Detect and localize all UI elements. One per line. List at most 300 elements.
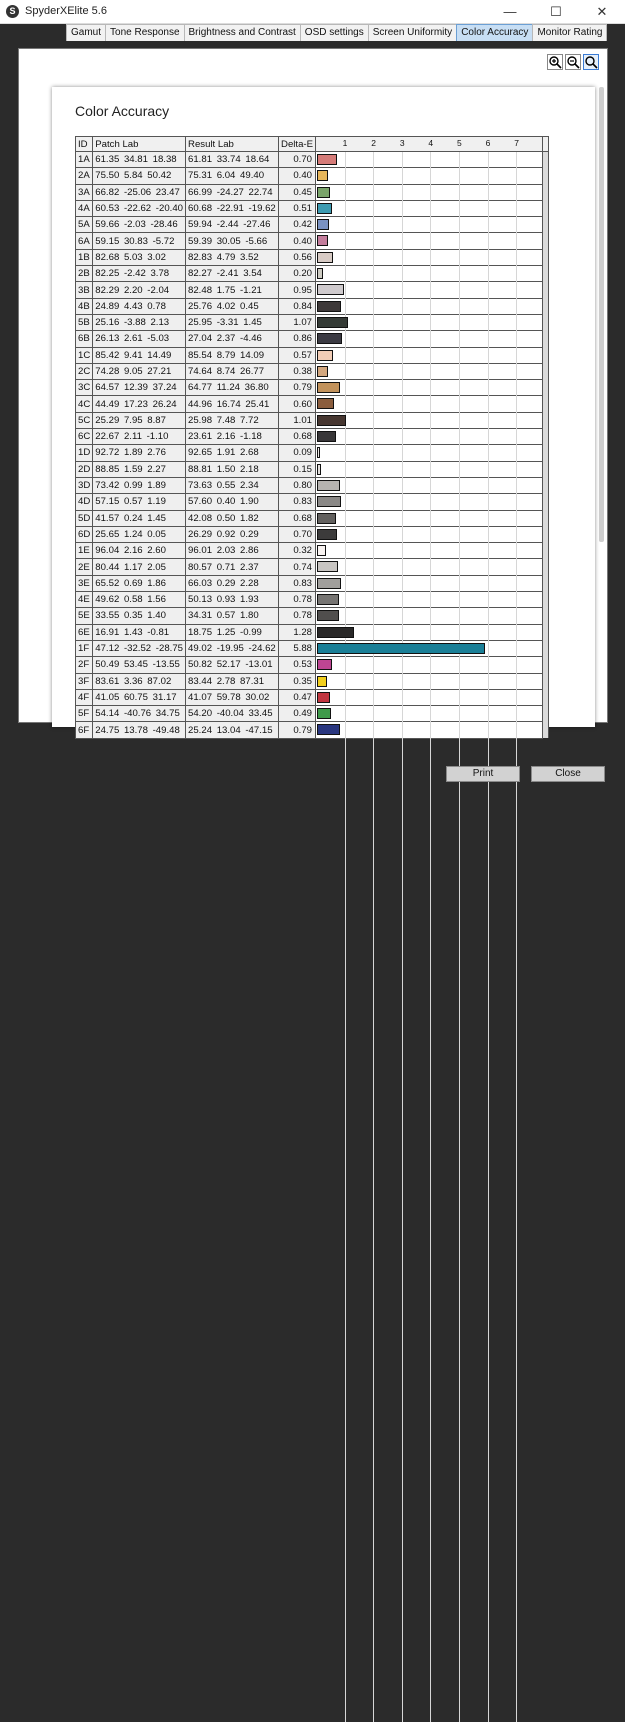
table-row xyxy=(76,380,549,396)
delta-e-cell: 0.49 xyxy=(279,706,316,722)
delta-e-bar-cell xyxy=(316,152,543,168)
delta-e-bar xyxy=(317,415,346,426)
delta-e-bar-cell xyxy=(316,689,543,705)
patch-id-cell: 5C xyxy=(76,412,93,428)
table-row xyxy=(76,494,549,510)
delta-e-bar-cell xyxy=(316,722,543,738)
patch-id-cell: 6A xyxy=(76,233,93,249)
delta-e-bar xyxy=(317,235,328,246)
table-row xyxy=(76,184,549,200)
table-row xyxy=(76,298,549,314)
patch-lab-cell: 33.55 0.35 1.40 xyxy=(93,608,186,624)
table-row xyxy=(76,200,549,216)
delta-e-bar-cell xyxy=(316,657,543,673)
delta-e-cell: 0.60 xyxy=(279,396,316,412)
minimize-button[interactable]: — xyxy=(503,4,517,19)
patch-id-cell: 6F xyxy=(76,722,93,738)
result-lab-cell: 25.76 4.02 0.45 xyxy=(186,298,279,314)
result-lab-cell: 92.65 1.91 2.68 xyxy=(186,445,279,461)
title-bar xyxy=(0,0,625,24)
delta-e-cell: 0.74 xyxy=(279,559,316,575)
delta-e-bar-cell xyxy=(316,412,543,428)
grid-line xyxy=(488,722,489,1722)
delta-e-bar xyxy=(317,350,333,361)
table-shadow xyxy=(543,640,549,656)
grid-line xyxy=(345,722,346,1722)
patch-id-cell: 4C xyxy=(76,396,93,412)
patch-lab-cell: 73.42 0.99 1.89 xyxy=(93,477,186,493)
table-row xyxy=(76,608,549,624)
table-row xyxy=(76,445,549,461)
delta-e-bar xyxy=(317,496,341,507)
patch-id-cell: 1F xyxy=(76,640,93,656)
table-row xyxy=(76,526,549,542)
result-lab-cell: 54.20 -40.04 33.45 xyxy=(186,706,279,722)
col-header-patch-lab: Patch Lab xyxy=(93,137,186,152)
table-row xyxy=(76,331,549,347)
table-row xyxy=(76,168,549,184)
table-row xyxy=(76,347,549,363)
tab-gamut[interactable]: Gamut xyxy=(66,24,106,41)
delta-e-cell: 0.86 xyxy=(279,331,316,347)
delta-e-cell: 1.28 xyxy=(279,624,316,640)
delta-e-cell: 0.45 xyxy=(279,184,316,200)
delta-e-cell: 0.09 xyxy=(279,445,316,461)
patch-id-cell: 1D xyxy=(76,445,93,461)
table-shadow xyxy=(543,412,549,428)
delta-e-cell: 0.56 xyxy=(279,249,316,265)
result-lab-cell: 85.54 8.79 14.09 xyxy=(186,347,279,363)
result-lab-cell: 25.24 13.04 -47.15 xyxy=(186,722,279,738)
patch-id-cell: 6C xyxy=(76,429,93,445)
table-row xyxy=(76,477,549,493)
delta-e-bar-cell xyxy=(316,526,543,542)
table-shadow xyxy=(543,624,549,640)
result-lab-cell: 75.31 6.04 49.40 xyxy=(186,168,279,184)
delta-e-bar xyxy=(317,545,326,556)
patch-lab-cell: 82.68 5.03 3.02 xyxy=(93,249,186,265)
table-shadow xyxy=(543,689,549,705)
result-lab-cell: 73.63 0.55 2.34 xyxy=(186,477,279,493)
delta-e-bar-cell xyxy=(316,429,543,445)
delta-e-bar-cell xyxy=(316,673,543,689)
result-lab-cell: 82.27 -2.41 3.54 xyxy=(186,266,279,282)
table-row xyxy=(76,461,549,477)
scale-tick-label: 2 xyxy=(371,138,376,148)
delta-e-bar xyxy=(317,203,332,214)
table-shadow xyxy=(543,510,549,526)
delta-e-bar-cell xyxy=(316,477,543,493)
patch-id-cell: 3A xyxy=(76,184,93,200)
delta-e-cell: 0.78 xyxy=(279,592,316,608)
delta-e-cell: 0.80 xyxy=(279,477,316,493)
result-lab-cell: 80.57 0.71 2.37 xyxy=(186,559,279,575)
delta-e-bar-cell xyxy=(316,592,543,608)
table-header-row xyxy=(76,137,549,152)
scale-tick-label: 1 xyxy=(342,138,348,148)
report-page xyxy=(52,87,595,736)
patch-id-cell: 3E xyxy=(76,575,93,591)
delta-e-bar-cell xyxy=(316,168,543,184)
delta-e-bar xyxy=(317,692,330,703)
table-row xyxy=(76,706,549,722)
close-window-button[interactable]: ✕ xyxy=(596,4,608,19)
table-row xyxy=(76,689,549,705)
patch-id-cell: 1E xyxy=(76,543,93,559)
delta-e-bar-cell xyxy=(316,217,543,233)
table-row xyxy=(76,233,549,249)
delta-e-bar xyxy=(317,610,339,621)
patch-id-cell: 2D xyxy=(76,461,93,477)
table-row xyxy=(76,363,549,379)
table-shadow xyxy=(543,575,549,591)
delta-e-bar-cell xyxy=(316,233,543,249)
result-lab-cell: 66.99 -24.27 22.74 xyxy=(186,184,279,200)
print-button[interactable]: Print xyxy=(446,766,520,782)
patch-id-cell: 4D xyxy=(76,494,93,510)
delta-e-bar-cell xyxy=(316,298,543,314)
zoom-toolbar xyxy=(547,54,599,70)
delta-e-bar xyxy=(317,398,334,409)
patch-id-cell: 6D xyxy=(76,526,93,542)
patch-lab-cell: 24.75 13.78 -49.48 xyxy=(93,722,186,738)
table-shadow xyxy=(543,233,549,249)
patch-lab-cell: 61.35 34.81 18.38 xyxy=(93,152,186,168)
window-title: SpyderXElite 5.6 xyxy=(25,5,107,17)
table-shadow xyxy=(543,477,549,493)
table-shadow xyxy=(543,266,549,282)
delta-e-bar xyxy=(317,724,340,735)
patch-id-cell: 5E xyxy=(76,608,93,624)
patch-id-cell: 6B xyxy=(76,331,93,347)
table-row xyxy=(76,396,549,412)
table-shadow xyxy=(543,137,549,152)
delta-e-bar xyxy=(317,170,328,181)
patch-lab-cell: 60.53 -22.62 -20.40 xyxy=(93,200,186,216)
patch-lab-cell: 59.66 -2.03 -28.46 xyxy=(93,217,186,233)
delta-e-cell: 0.20 xyxy=(279,266,316,282)
table-shadow xyxy=(543,347,549,363)
patch-lab-cell: 41.57 0.24 1.45 xyxy=(93,510,186,526)
result-lab-cell: 34.31 0.57 1.80 xyxy=(186,608,279,624)
patch-lab-cell: 16.91 1.43 -0.81 xyxy=(93,624,186,640)
patch-id-cell: 2C xyxy=(76,363,93,379)
report-title: Color Accuracy xyxy=(75,103,170,119)
delta-e-bar-cell xyxy=(316,363,543,379)
delta-e-bar xyxy=(317,480,340,491)
delta-e-bar-cell xyxy=(316,380,543,396)
table-row xyxy=(76,640,549,656)
result-lab-cell: 42.08 0.50 1.82 xyxy=(186,510,279,526)
patch-lab-cell: 59.15 30.83 -5.72 xyxy=(93,233,186,249)
table-shadow xyxy=(543,298,549,314)
delta-e-cell: 0.53 xyxy=(279,657,316,673)
result-lab-cell: 82.48 1.75 -1.21 xyxy=(186,282,279,298)
patch-id-cell: 3F xyxy=(76,673,93,689)
delta-e-cell: 0.79 xyxy=(279,380,316,396)
patch-lab-cell: 50.49 53.45 -13.55 xyxy=(93,657,186,673)
result-lab-cell: 25.95 -3.31 1.45 xyxy=(186,314,279,330)
delta-e-bar-cell xyxy=(316,608,543,624)
table-shadow xyxy=(543,526,549,542)
delta-e-cell: 0.70 xyxy=(279,526,316,542)
tab-osd-settings[interactable]: OSD settings xyxy=(300,24,369,41)
maximize-button[interactable]: ☐ xyxy=(550,4,562,19)
delta-e-bar xyxy=(317,708,331,719)
patch-lab-cell: 82.25 -2.42 3.78 xyxy=(93,266,186,282)
table-row xyxy=(76,543,549,559)
delta-e-bar xyxy=(317,627,354,638)
delta-e-bar-cell xyxy=(316,314,543,330)
delta-e-cell: 0.79 xyxy=(279,722,316,738)
result-lab-cell: 66.03 0.29 2.28 xyxy=(186,575,279,591)
patch-id-cell: 3D xyxy=(76,477,93,493)
table-shadow xyxy=(543,249,549,265)
result-lab-cell: 41.07 59.78 30.02 xyxy=(186,689,279,705)
patch-id-cell: 6E xyxy=(76,624,93,640)
scale-tick-label: 7 xyxy=(514,138,519,148)
delta-e-bar xyxy=(317,252,333,263)
delta-e-bar-cell xyxy=(316,494,543,510)
delta-e-cell: 0.47 xyxy=(279,689,316,705)
table-row xyxy=(76,282,549,298)
table-shadow xyxy=(543,461,549,477)
zoom-out-icon[interactable] xyxy=(565,54,581,70)
app-logo-icon: S xyxy=(6,5,19,18)
delta-e-bar-cell xyxy=(316,249,543,265)
delta-e-cell: 0.70 xyxy=(279,152,316,168)
patch-lab-cell: 41.05 60.75 31.17 xyxy=(93,689,186,705)
delta-e-bar xyxy=(317,382,340,393)
delta-e-bar xyxy=(317,333,342,344)
tab-screen-uniformity[interactable]: Screen Uniformity xyxy=(368,24,457,41)
patch-lab-cell: 44.49 17.23 26.24 xyxy=(93,396,186,412)
delta-e-scale xyxy=(316,137,543,152)
delta-e-cell: 0.84 xyxy=(279,298,316,314)
patch-lab-cell: 96.04 2.16 2.60 xyxy=(93,543,186,559)
delta-e-cell: 0.95 xyxy=(279,282,316,298)
table-shadow xyxy=(543,608,549,624)
scale-tick-label: 4 xyxy=(428,138,434,148)
delta-e-bar-cell xyxy=(316,347,543,363)
patch-lab-cell: 82.29 2.20 -2.04 xyxy=(93,282,186,298)
delta-e-bar-cell xyxy=(316,706,543,722)
patch-lab-cell: 80.44 1.17 2.05 xyxy=(93,559,186,575)
col-header-delta-e: Delta-E xyxy=(279,137,316,152)
patch-lab-cell: 54.14 -40.76 34.75 xyxy=(93,706,186,722)
zoom-in-icon[interactable] xyxy=(547,54,563,70)
patch-lab-cell: 74.28 9.05 27.21 xyxy=(93,363,186,379)
grid-line xyxy=(430,722,431,1722)
result-lab-cell: 83.44 2.78 87.31 xyxy=(186,673,279,689)
patch-id-cell: 2E xyxy=(76,559,93,575)
tab-monitor-rating[interactable]: Monitor Rating xyxy=(532,24,607,41)
patch-id-cell: 2B xyxy=(76,266,93,282)
result-lab-cell: 50.82 52.17 -13.01 xyxy=(186,657,279,673)
delta-e-cell: 0.83 xyxy=(279,575,316,591)
patch-lab-cell: 88.85 1.59 2.27 xyxy=(93,461,186,477)
result-lab-cell: 82.83 4.79 3.52 xyxy=(186,249,279,265)
delta-e-cell: 1.07 xyxy=(279,314,316,330)
patch-lab-cell: 83.61 3.36 87.02 xyxy=(93,673,186,689)
patch-lab-cell: 47.12 -32.52 -28.75 xyxy=(93,640,186,656)
patch-id-cell: 4F xyxy=(76,689,93,705)
delta-e-bar xyxy=(317,284,344,295)
delta-e-bar-cell xyxy=(316,184,543,200)
patch-lab-cell: 75.50 5.84 50.42 xyxy=(93,168,186,184)
tab-tone-response[interactable]: Tone Response xyxy=(105,24,185,41)
delta-e-bar-cell xyxy=(316,445,543,461)
delta-e-cell: 1.01 xyxy=(279,412,316,428)
delta-e-bar xyxy=(317,366,328,377)
delta-e-bar-cell xyxy=(316,510,543,526)
grid-line xyxy=(373,722,374,1722)
delta-e-bar xyxy=(317,513,336,524)
delta-e-cell: 0.57 xyxy=(279,347,316,363)
result-lab-cell: 60.68 -22.91 -19.62 xyxy=(186,200,279,216)
patch-id-cell: 1B xyxy=(76,249,93,265)
delta-e-bar-cell xyxy=(316,461,543,477)
result-lab-cell: 74.64 8.74 26.77 xyxy=(186,363,279,379)
table-row xyxy=(76,249,549,265)
report-viewer xyxy=(18,48,608,736)
delta-e-cell: 0.40 xyxy=(279,233,316,249)
delta-e-bar-cell xyxy=(316,331,543,347)
table-row xyxy=(76,152,549,168)
patch-id-cell: 1A xyxy=(76,152,93,168)
patch-lab-cell: 26.13 2.61 -5.03 xyxy=(93,331,186,347)
delta-e-cell: 0.38 xyxy=(279,363,316,379)
table-shadow xyxy=(543,673,549,689)
result-lab-cell: 27.04 2.37 -4.46 xyxy=(186,331,279,347)
grid-line xyxy=(516,722,517,1722)
table-row xyxy=(76,575,549,591)
table-shadow xyxy=(543,200,549,216)
table-row xyxy=(76,559,549,575)
patch-id-cell: 4E xyxy=(76,592,93,608)
table-row xyxy=(76,412,549,428)
delta-e-bar xyxy=(317,529,337,540)
patch-id-cell: 2A xyxy=(76,168,93,184)
table-row xyxy=(76,314,549,330)
patch-lab-cell: 65.52 0.69 1.86 xyxy=(93,575,186,591)
table-shadow xyxy=(543,706,549,722)
delta-e-bar xyxy=(317,431,336,442)
table-shadow xyxy=(543,184,549,200)
delta-e-cell: 0.42 xyxy=(279,217,316,233)
result-lab-cell: 59.94 -2.44 -27.46 xyxy=(186,217,279,233)
delta-e-cell: 5.88 xyxy=(279,640,316,656)
delta-e-bar xyxy=(317,578,341,589)
patch-lab-cell: 25.65 1.24 0.05 xyxy=(93,526,186,542)
grid-line xyxy=(459,722,460,1722)
patch-lab-cell: 25.29 7.95 8.87 xyxy=(93,412,186,428)
table-row xyxy=(76,266,549,282)
patch-lab-cell: 66.82 -25.06 23.47 xyxy=(93,184,186,200)
table-shadow xyxy=(543,314,549,330)
result-lab-cell: 18.75 1.25 -0.99 xyxy=(186,624,279,640)
color-accuracy-table xyxy=(75,136,549,739)
table-shadow xyxy=(543,380,549,396)
result-lab-cell: 23.61 2.16 -1.18 xyxy=(186,429,279,445)
delta-e-bar xyxy=(317,464,321,475)
table-shadow xyxy=(543,722,549,738)
delta-e-bar-cell xyxy=(316,200,543,216)
delta-e-bar xyxy=(317,447,320,458)
patch-id-cell: 3C xyxy=(76,380,93,396)
patch-id-cell: 5A xyxy=(76,217,93,233)
table-shadow xyxy=(543,152,549,168)
result-lab-cell: 57.60 0.40 1.90 xyxy=(186,494,279,510)
delta-e-bar xyxy=(317,317,348,328)
grid-line xyxy=(402,722,403,1722)
patch-lab-cell: 92.72 1.89 2.76 xyxy=(93,445,186,461)
zoom-fit-icon[interactable] xyxy=(583,54,599,70)
delta-e-bar-cell xyxy=(316,575,543,591)
table-shadow xyxy=(543,657,549,673)
delta-e-bar xyxy=(317,268,323,279)
delta-e-cell: 0.83 xyxy=(279,494,316,510)
scale-tick-label: 5 xyxy=(457,138,462,148)
result-lab-cell: 88.81 1.50 2.18 xyxy=(186,461,279,477)
result-lab-cell: 64.77 11.24 36.80 xyxy=(186,380,279,396)
table-row xyxy=(76,217,549,233)
delta-e-cell: 0.78 xyxy=(279,608,316,624)
patch-id-cell: 4B xyxy=(76,298,93,314)
patch-id-cell: 3B xyxy=(76,282,93,298)
delta-e-bar xyxy=(317,187,330,198)
col-header-result-lab: Result Lab xyxy=(186,137,279,152)
patch-id-cell: 5D xyxy=(76,510,93,526)
delta-e-bar-cell xyxy=(316,559,543,575)
tab-color-accuracy[interactable]: Color Accuracy xyxy=(456,24,533,41)
delta-e-bar-cell xyxy=(316,282,543,298)
patch-lab-cell: 64.57 12.39 37.24 xyxy=(93,380,186,396)
delta-e-bar xyxy=(317,561,338,572)
close-button[interactable]: Close xyxy=(531,766,605,782)
table-shadow xyxy=(543,168,549,184)
result-lab-cell: 61.81 33.74 18.64 xyxy=(186,152,279,168)
scale-tick-label: 3 xyxy=(399,138,405,148)
delta-e-bar xyxy=(317,219,329,230)
table-shadow xyxy=(543,217,549,233)
table-shadow xyxy=(543,282,549,298)
delta-e-cell: 0.15 xyxy=(279,461,316,477)
tab-brightness-contrast[interactable]: Brightness and Contrast xyxy=(184,24,301,41)
delta-e-cell: 0.51 xyxy=(279,200,316,216)
patch-id-cell: 5B xyxy=(76,314,93,330)
delta-e-cell: 0.32 xyxy=(279,543,316,559)
result-lab-cell: 44.96 16.74 25.41 xyxy=(186,396,279,412)
patch-lab-cell: 49.62 0.58 1.56 xyxy=(93,592,186,608)
table-shadow xyxy=(543,543,549,559)
vertical-scrollbar[interactable] xyxy=(599,87,604,542)
patch-lab-cell: 22.67 2.11 -1.10 xyxy=(93,429,186,445)
patch-id-cell: 4A xyxy=(76,200,93,216)
table-row xyxy=(76,722,549,738)
table-row xyxy=(76,657,549,673)
table-shadow xyxy=(543,559,549,575)
delta-e-bar-cell xyxy=(316,396,543,412)
table-shadow xyxy=(543,396,549,412)
delta-e-cell: 0.68 xyxy=(279,429,316,445)
delta-e-bar xyxy=(317,154,337,165)
table-row xyxy=(76,592,549,608)
delta-e-bar-cell xyxy=(316,624,543,640)
table-row xyxy=(76,429,549,445)
table-shadow xyxy=(543,445,549,461)
patch-lab-cell: 24.89 4.43 0.78 xyxy=(93,298,186,314)
